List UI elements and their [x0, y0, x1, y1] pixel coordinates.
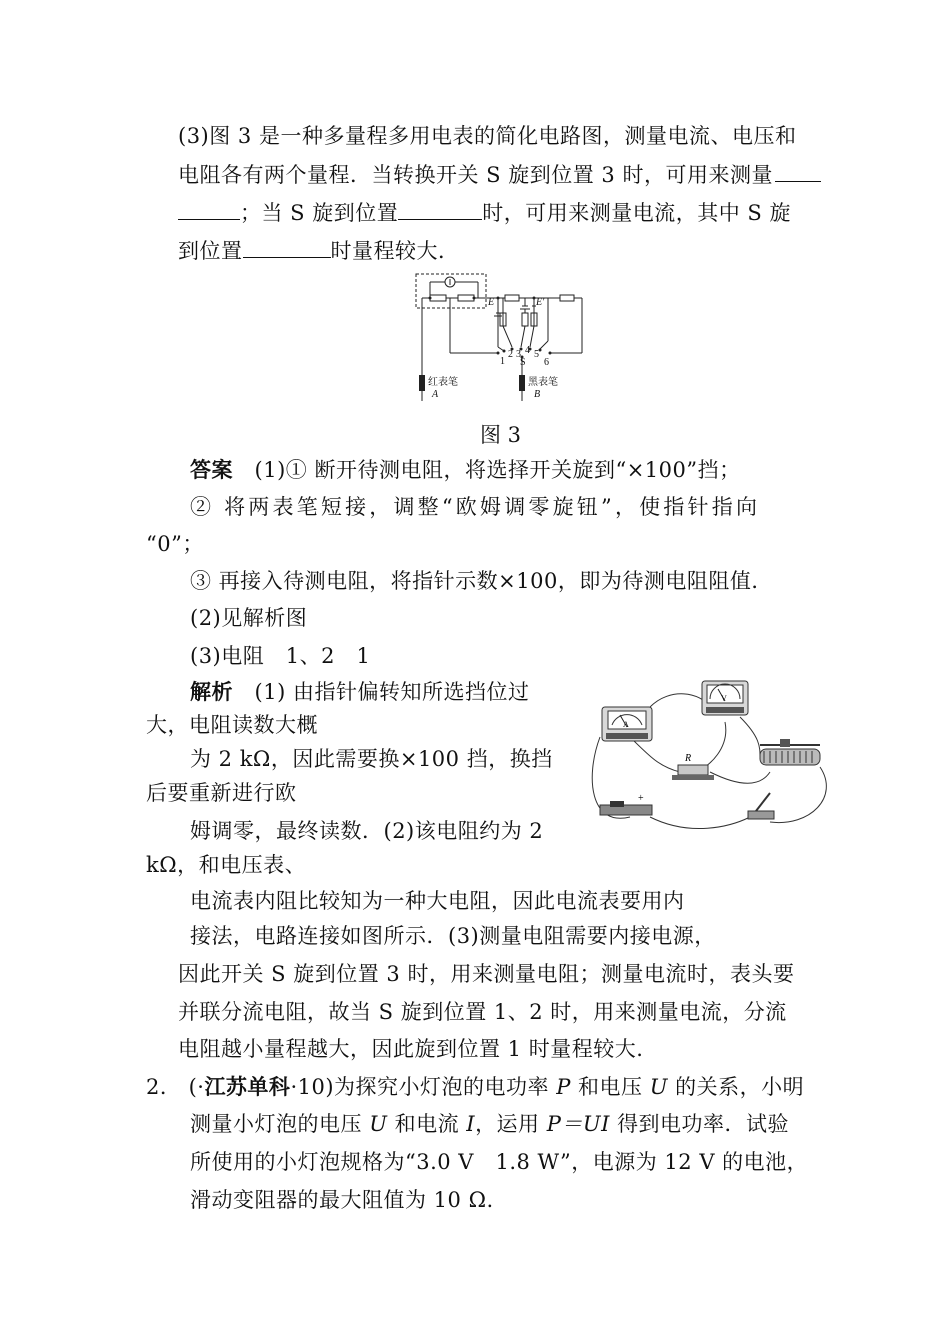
resistor-label: R — [685, 753, 692, 764]
question2-text-1: 和电压 — [578, 1075, 643, 1099]
answer-label: 答案 — [190, 457, 233, 482]
figure3-switch-S: S — [520, 357, 526, 368]
analysis-line3: 为 2 kΩ，因此需要换×100 挡，换挡 — [190, 747, 553, 771]
question3-line4-end: 时量程较大． — [330, 239, 460, 263]
ammeter-icon — [602, 707, 652, 741]
battery-plus: + — [638, 793, 644, 804]
question3-line2 — [178, 159, 821, 190]
question2-line2 — [190, 1109, 789, 1139]
apparatus-illustration — [590, 677, 830, 837]
answer-line4: (2)见解析图 — [190, 606, 308, 630]
figure3-pos-6: 6 — [544, 357, 549, 368]
question2-line4: 滑动变阻器的最大阻值为 10 Ω. — [190, 1188, 494, 1212]
analysis-text-1: (1) 由指针偏转知所选挡位过 — [254, 680, 530, 704]
question3-line3-end: 时，可用来测量电流，其中 S 旋 — [482, 201, 791, 225]
rheostat-icon — [760, 739, 820, 765]
voltmeter-icon — [702, 681, 748, 715]
figure3-caption: 图 3 — [480, 423, 522, 447]
var-U-2: U — [369, 1112, 388, 1136]
question2-text-2: 的关系，小明 — [675, 1075, 805, 1099]
figure3-probe-B: B — [534, 389, 541, 400]
question3-line1: (3)图 3 是一种多量程多用电表的简化电路图，测量电流、电压和 — [178, 124, 797, 148]
question3-line3 — [178, 197, 791, 228]
figure3-pos-3: 3 — [516, 349, 521, 360]
ammeter-label: A — [623, 720, 629, 729]
analysis-line9: 因此开关 S 旋到位置 3 时，用来测量电阻；测量电流时，表头要 — [178, 962, 795, 986]
analysis-line7: 电流表内阻比较知为一种大电阻，因此电流表要用内 — [190, 889, 685, 913]
question2-number: 2． — [146, 1075, 182, 1099]
answer-line3: ③ 再接入待测电阻，将指针示数×100，即为待测电阻阻值． — [190, 569, 773, 593]
analysis-label: 解析 — [190, 679, 233, 704]
figure3-pos-5: 5 — [534, 349, 539, 360]
answer-line2: ② 将两表笔短接，调整“欧姆调零旋钮”，使指针指向 — [190, 495, 761, 519]
answer-blank-1b — [178, 197, 240, 220]
analysis-line2: 大，电阻读数大概 — [146, 713, 318, 737]
answer-blank-2 — [398, 197, 482, 220]
analysis-line5: 姆调零，最终读数．(2)该电阻约为 2 — [190, 819, 544, 843]
figure3-red-probe: 红表笔 — [428, 377, 458, 388]
var-I: I — [466, 1112, 476, 1136]
answer-blank-3 — [243, 235, 331, 258]
var-U: U — [649, 1075, 668, 1099]
formula-P-UI: P＝UI — [546, 1112, 610, 1136]
switch-icon — [748, 793, 774, 819]
figure3-pos-4: 4 — [525, 345, 530, 356]
analysis-line1 — [190, 677, 529, 707]
answer-line2b: “0”； — [146, 532, 204, 556]
question2-source-close: ·10)为探究小灯泡的电功率 — [290, 1075, 550, 1099]
question2-line1 — [146, 1072, 804, 1102]
answer-line1 — [190, 455, 741, 485]
answer-text-1: (1)① 断开待测电阻，将选择开关旋到“×100”挡； — [254, 458, 741, 482]
figure3-probe-A: A — [432, 389, 439, 400]
question2-line2c: ，运用 — [475, 1112, 540, 1136]
question2-line3: 所使用的小灯泡规格为“3.0 V 1.8 W”，电源为 12 V 的电池， — [190, 1150, 809, 1174]
analysis-line10: 并联分流电阻，故当 S 旋到位置 1、2 时，用来测量电流，分流 — [178, 1000, 787, 1024]
voltmeter-label: V — [721, 694, 727, 703]
figure3-pos-1: 1 — [500, 356, 505, 367]
analysis-line6: kΩ，和电压表、 — [146, 853, 307, 877]
answer-blank-1a — [775, 159, 821, 182]
question2-line2b: 和电流 — [394, 1112, 460, 1136]
question2-source: 江苏单科 — [204, 1074, 291, 1099]
question2-line2d: 得到电功率．试验 — [617, 1112, 790, 1136]
question3-line4 — [178, 235, 460, 266]
question3-line3-mid: ；当 S 旋到位置 — [240, 201, 399, 225]
analysis-line11: 电阻越小量程越大，因此旋到位置 1 时量程较大. — [178, 1037, 644, 1061]
figure3-label-E-prime: E′ — [536, 297, 545, 308]
analysis-line4: 后要重新进行欧 — [146, 781, 297, 805]
figure3-black-probe: 黑表笔 — [528, 377, 558, 388]
question3-line4-start: 到位置 — [178, 239, 243, 263]
question2-source-open: (· — [188, 1075, 205, 1099]
question2-line2a: 测量小灯泡的电压 — [190, 1112, 362, 1136]
resistor-icon — [672, 753, 714, 780]
figure3-label-E: E — [488, 297, 495, 308]
question3-line2-text: 电阻各有两个量程．当转换开关 S 旋到位置 3 时，可用来测量 — [178, 163, 773, 187]
figure3-circuit-diagram — [410, 271, 600, 407]
answer-line5: (3)电阻 1、2 1 — [190, 644, 371, 668]
var-P: P — [556, 1075, 571, 1099]
figure3-pos-2: 2 — [508, 349, 513, 360]
analysis-line8: 接法，电路连接如图所示．(3)测量电阻需要内接电源， — [190, 924, 716, 948]
battery-icon — [600, 793, 652, 815]
